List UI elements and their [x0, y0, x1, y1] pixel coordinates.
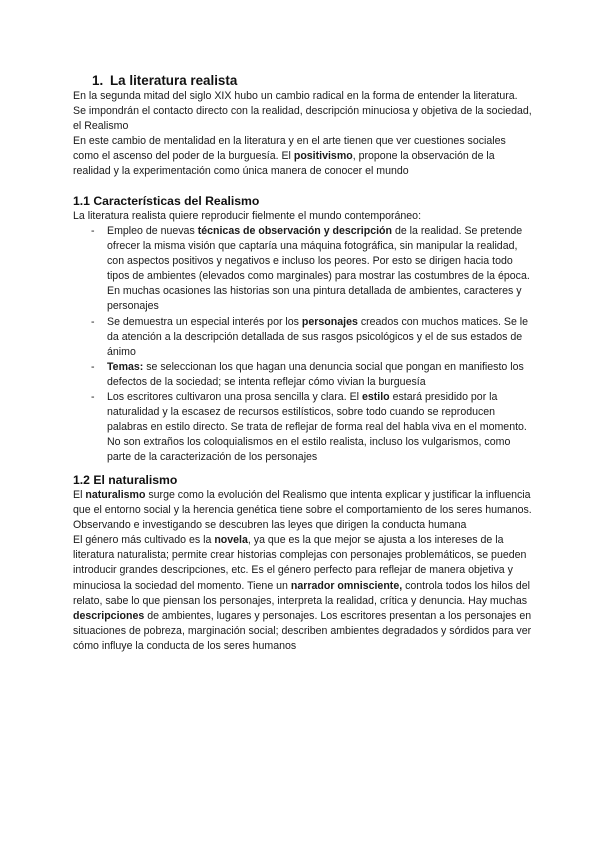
heading-la-literatura-realista: [92, 72, 237, 90]
bullet-bold: Temas:: [107, 360, 144, 373]
intro-p2-text-b: , propone la observación de la realidad y la experimentación como única manera de conocer el mundo: [73, 150, 495, 178]
list-item: [73, 224, 533, 315]
intro-paragraph-1: En la segunda mitad del siglo XIX hubo un cambio radical en la forma de entender la literatura. Se impondrán el contacto directo con la realidad, descripción minuciosa y objetiva de la sociedad, el Realismo: [73, 90, 532, 133]
bullet-bold: técnicas de observación y descripción: [197, 225, 393, 237]
bullet-text-a: Empleo de nuevas: [107, 225, 198, 237]
nat-p1-text-b: surge como la evolución del Realismo que intenta explicar y justificar la influencia que el entorno social y la herencia genética tiene sobre el comportamiento de los seres humanos. Observando e investigando se descubren las leyes que dirigen la conducta humana: [73, 489, 532, 532]
list-item: [73, 315, 533, 360]
intro-p2-bold-positivismo: positivismo: [293, 150, 353, 163]
bullet-dash: -: [91, 225, 95, 237]
intro-p2-text-a: En este cambio de mentalidad en la literatura y en el arte tienen que ver cuestiones sociales como el ascenso del poder de la burguesía. El: [73, 135, 506, 163]
nat-p2-text-a: El género más cultivado es la: [73, 534, 215, 547]
bullet-text-a: Se demuestra un especial interés por los: [107, 315, 302, 328]
bullet-dash: -: [91, 391, 95, 404]
bullet-dash: -: [91, 315, 95, 328]
bullet-dash: -: [91, 360, 95, 373]
section1-bullet-list: [73, 224, 533, 466]
section-heading-caracteristicas: 1.1 Características del Realismo: [73, 194, 260, 208]
nat-p2-bold-narrador: narrador omnisciente,: [290, 579, 403, 592]
section-heading-naturalismo: 1.2 El naturalismo: [73, 473, 178, 487]
intro-section: [73, 89, 533, 180]
heading-number: 1.: [92, 73, 104, 88]
nat-p2-text-d: de ambientes, lugares y personajes. Los escritores presentan a los personajes en situaciones de pobreza, marginación social; describen ambientes degradados y sórdidos para ver cómo influye la conducta de los seres humanos: [73, 609, 532, 652]
heading-title: La literatura realista: [110, 73, 238, 88]
bullet-text-b: estará presidido por la naturalidad y la escasez de recursos estilísticos, sobre todo cuando se reproducen palabras en estilo directo. Se trata de reflejar de forma real del habla viva en el momento. No son extraños los coloquialismos en el estilo realista, incluso los vulgarismos, como parte de la caracterización de los personajes: [107, 391, 527, 464]
nat-p2-bold-novela: novela: [214, 534, 248, 547]
section2-body: [73, 488, 533, 654]
nat-p2-text-b: , ya que es la que mejor se ajusta a los intereses de la literatura naturalista; permite crear historias complejas con personajes problemáticos, se pueden introducir grandes descripciones, etc. Es el género perfecto para reflejar de manera objetiva y minuciosa la sociedad del momento. Tiene un: [73, 534, 527, 592]
bullet-text-b: creados con muchos matices. Se le da atención a la descripción detallada de sus rasgos psicológicos y el de sus estados de ánimo: [107, 315, 529, 358]
bullet-text-b: se seleccionan los que hagan una denuncia social que pongan en manifiesto los defectos de la sociedad; se intenta reflejar cómo vivian la burguesía: [107, 360, 524, 388]
list-item: [73, 390, 533, 465]
list-item: [73, 360, 533, 390]
nat-p1-text-a: El: [73, 489, 86, 501]
naturalismo-paragraph-1: [73, 488, 533, 533]
naturalismo-paragraph-2: [73, 533, 533, 654]
nat-p2-bold-descripciones: descripciones: [73, 609, 145, 622]
nat-p2-text-c: controla todos los hilos del relato, sabe lo que piensan los personajes, interpreta la realidad, crítica y denuncia. Hay muchas: [73, 579, 530, 607]
bullet-bold: personajes: [301, 315, 358, 328]
bullet-text-b: de la realidad. Se pretende ofrecer la misma visión que captaría una máquina fotográfica, sin manipular la realidad, con aspectos positivos y negativos e incluso los peores. Por esto se dirigen hacia todo tipos de ambientes (elevados como marginales) para mostrar las costumbres de la época. En muchas ocasiones las historias son una pintura detallada de ambientes, caracteres y personajes: [107, 225, 530, 313]
intro-paragraph-2: [73, 134, 533, 179]
bullet-bold: estilo: [361, 391, 390, 404]
nat-p1-bold-naturalismo: naturalismo: [85, 489, 146, 501]
bullet-text-a: Los escritores cultivaron una prosa sencilla y clara. El: [107, 391, 362, 404]
section1-lead: La literatura realista quiere reproducir fielmente el mundo contemporáneo:: [73, 210, 422, 222]
